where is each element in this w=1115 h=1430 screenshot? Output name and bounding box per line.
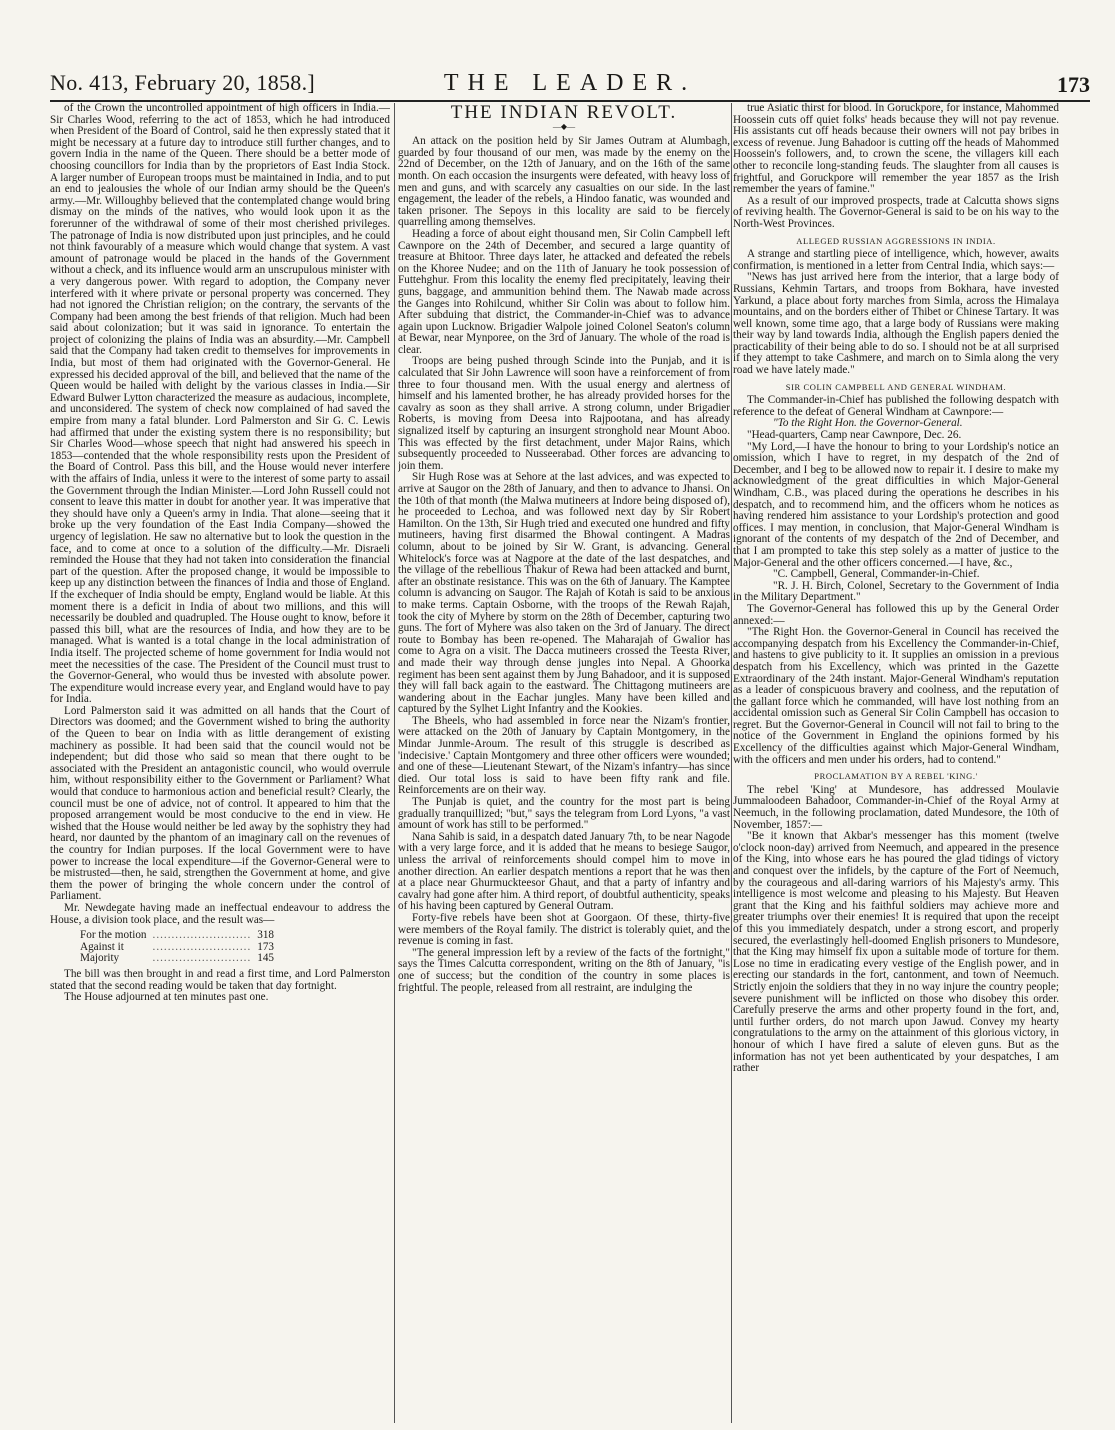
subheading-russian: ALLEGED RUSSIAN AGGRESSIONS IN INDIA. [796,235,996,246]
article-paragraph: As a result of our improved prospects, trade at Calcutta shows signs of reviving health. The Governor-General is said to be on his way to the North-West Provinces. [733,194,1059,230]
article-paragraph: Lord Palmerston said it was admitted on all hands that the Court of Directors was doomed; and the Government wished to bring the authority of the Queen to bear on India with as little derangement of existing machinery as possible. It had been said that the council would not be independent; but did those who said so mean that there ought to be associated with the President an antagonistic council, who would overrule him, without responsibility either to the Government or Parliament? What would that conduce to harmonious action and beneficial result? Clearly, the council must be one of advice, not of control. It appeared to him that the proposed arrangement would be most conducive to the end in view. He wished that the House would neither be led away by the sophistry they had heard, nor daunted by the phantom of an imaginary call on the revenues of the country for Indian purposes. If the local Government were to have power to increase the local expenditure—if the Governor-General were to be mistrusted—then, he said, strengthen the Government at home, and give them the power of bringing the whole concern under the control of Parliament. [50,704,390,903]
newspaper-title: THE LEADER. [443,70,697,96]
article-paragraph: Nana Sahib is said, in a despatch dated January 7th, to be near Nagode with a very large force, and it is added that he means to besiege Saugor, unless the arrival of reinforcements should compel him to move in another direction. An earlier despatch mentions a report that he was then at a place near Ghurmuckteesor Ghaut, and that a party of infantry and cavalry had gone after him. A third report, of doubtful authenticity, speaks of his having been captured by General Outram. [398,830,730,913]
dot-leader: .......................... [152,929,252,942]
article-paragraph: "News has just arrived here from the interior, that a large body of Russians, Kehmin Tartars, and troops from Bokhara, have invested Yarkund, a place about forty marches from Simla, across the Himalaya mountains, and on the borders either of Thibet or Chinese Tartary. It was well known, some time ago, that a large body of Russians were making their way by land towards India, although the English papers denied the practicability of their being able to do so. I should not be at all surprised if they attempt to take Cashmere, and march on to Simla along the very road we have lately made." [733,271,1059,377]
article-paragraph: of the Crown the uncontrolled appointment of high officers in India.—Sir Charles Wood, referring to the act of 1853, which he had introduced when President of the Board of Control, said he then expressly stated that it might be necessary at a future day to introduce still further changes, and to govern India in the name of the Queen. There should be a better mode of choosing councillors for India than by the proprietors of East India Stock. A larger number of European troops must be maintained in India, and to put an end to jealousies the whole of our Indian army should be the Queen's army.—Mr. Willoughby believed that the contemplated change would bring dismay on the minds of the natives, who would look upon it as the forerunner of the withdrawal of some of their most cherished privileges. The patronage of India is now distributed upon just principles, and he could not think favourably of a measure which would change that system. A vast amount of patronage would be placed in the hands of the Government without a check, and its influence would arm an unscrupulous minister with a very dangerous power. With regard to adoption, the Company never interfered with it where private or personal property was concerned. They had not ignored the Christian religion; on the contrary, the servants of the Company had been among the best friends of that religion. Much had been said about colonization; but it was said in ignorance. To entertain the project of colonizing the plains of India was an absurdity.—Mr. Campbell said that the Company had taken credit to themselves for improvements in India, but most of them had originated with the Governor-General. He expressed his decided approval of the bill, and believed that the name of the Queen would be hailed with delight by the various classes in India.—Sir Edward Bulwer Lytton characterized the measure as audacious, incomplete, and unconsidered. The system of check now complained of had saved the empire from many a fatal blunder. Lord Palmerston and Sir G. C. Lewis had affirmed that under the existing system there is no responsibility; but Sir Charles Wood—whose speech that night had answered his speech in 1853—contended that the whole responsibility rests upon the President of the Board of Control. Pass this bill, and the House would never interfere with the affairs of India, unless it were to the interest of some party to assail the Government through the Indian Minister.—Lord John Russell could not consent to leave this matter in doubt for another year. It was imperative that they should have only a Queen's army in India. That alone—seeing that it broke up the very foundation of the East India Company—showed the urgency of legislation. He saw no alternative but to look the question in the face, and to come at once to a solution of the difficulty.—Mr. Disraeli reminded the House that they had not taken into consideration the financial part of the question. After the proposed change, it would be impossible to keep up any distinction between the finances of India and those of England. If the exchequer of India should be empty, England would be liable. At this moment there is a deficit in India of about two millions, and this will necessarily be doubled and quadrupled. The House ought to know, before it passed this bill, what are the resources of India, and how they are to be managed. What is wanted is a total change in the local administration of India itself. The projected scheme of home government for India would not meet the necessities of the case. The President of the Council must trust to the Governor-General, who would thus be invested with absolute power. The expenditure would increase every year, and England would have to pay for India. [50,103,390,706]
column-two [398,103,730,1423]
article-paragraph: The rebel 'King' at Mundesore, has addressed Moulavie Jummaloodeen Bahadoor, Commander-in-Chief of the Royal Army at Neemuch, in the following proclamation, dated Mundesore, the 10th of November, 1857:— [733,783,1059,831]
article-paragraph: The Governor-General has followed this up by the General Order annexed:— [733,602,1059,627]
vote-value: 145 [257,952,275,965]
article-paragraph: "Be it known that Akbar's messenger has this moment (twelve o'clock noon-day) arrived from Neemuch, and appeared in the presence of the King, into whose ears he has poured the glad tidings of victory and conquest over the infidels, by the capture of the Fort of Neemuch, by the courageous and all-daring warriors of his Majesty's army. This intelligence is most welcome and pleasing to his Majesty. But Heaven grant that the King and his faithful soldiers may achieve more and greater triumphs over their enemies! It is required that upon the receipt of this you immediately despatch, under a strong escort, and properly secured, the everlastingly hell-doomed English prisoners to Mundesore, that the King may himself fix upon a suitable mode of torture for them. Lose no time in eradicating every vestige of the English power, and in erecting our standards in the fort, cantonment, and town of Neemuch. Strictly enjoin the soldiers that they in no way injure the country people; severe punishment will be inflicted on those who disobey this order. Carefully preserve the arms and other property found in the fort, and, until further orders, do not march upon Jawud. Convey my hearty congratulations to the army on the attainment of this glorious victory, in honour of which I have fired a salute of eleven guns. But as the information has not yet been authenticated by your despatches, I am rather [733,830,1059,1075]
article-paragraph: "The Right Hon. the Governor-General in Council has received the accompanying despatch from his Excellency the Commander-in-Chief, and hastens to give publicity to it. It supplies an omission in a previous despatch from his Excellency, which was printed in the Gazette Extraordinary of the 24th instant. Major-General Windham's reputation as a leader of conspicuous bravery and coolness, and the reputation of the gallant force which he commanded, will have lost nothing from an accidental omission such as General Sir Colin Campbell has occasion to regret. But the Governor-General in Council will not fail to bring to the notice of the Government in England the opinions formed by his Excellency of the difficulties against which Major-General Windham, with the officers and men under his orders, had to contend." [733,626,1059,766]
subheading-proclamation: PROCLAMATION BY A REBEL 'KING.' [814,771,978,782]
page-number: 173 [1057,72,1090,97]
article-paragraph: An attack on the position held by Sir James Outram at Alumbagh, guarded by four thousand of our men, was made by the enemy on the 22nd of December, on the 12th of January, and on the 16th of the same month. On each occasion the insurgents were defeated, with heavy loss of men and guns, and with scarcely any casualties on our side. In the last engagement, the leader of the rebels, a Hindoo fanatic, was wounded and taken prisoner. The Sepoys in this locality are said to be fiercely quarrelling among themselves. [398,135,730,229]
article-paragraph: The bill was then brought in and read a first time, and Lord Palmerston stated that the second reading would be taken that day fortnight. [50,967,390,992]
section-title: THE INDIAN REVOLT. [450,103,678,123]
article-paragraph: "My Lord,—I have the honour to bring to your Lordship's notice an omission, which I have to regret, in my despatch of the 2nd of December, and I beg to be allowed now to repair it. I desire to make my acknowledgment of the great difficulties in which Major-General Windham, C.B., was placed during the operations he describes in his despatch, and to recommend him, and the officers whom he notices as having rendered him assistance to your Lordship's protection and good offices. I may mention, in conclusion, that Major-General Windham is ignorant of the contents of my despatch of the 2nd of December, and that I am prompted to take this step solely as a matter of justice to the Major-General and the other officers concerned.—I have, &c., [733,440,1059,569]
vote-label: Against it [80,940,124,953]
article-paragraph: "Head-quarters, Camp near Cawnpore, Dec. 26. [747,429,962,442]
article-paragraph: The House adjourned at ten minutes past one. [64,991,269,1004]
vote-row [80,953,280,965]
article-paragraph: The Commander-in-Chief has published the following despatch with reference to the defeat of General Windham at Cawnpore:— [733,394,1059,418]
article-paragraph: "The general impression left by a review of the facts of the fortnight," says the Times Calcutta correspondent, writing on the 8th of January, "is one of success; but the condition of the country in some places is frightful. The people, released from all restraint, are indulging the [398,946,730,994]
article-paragraph: Mr. Newdegate having made an ineffectual endeavour to address the House, a division took place, and the result was— [50,901,390,926]
dot-leader: .......................... [152,940,252,953]
signature-line: "R. J. H. Birch, Colonel, Secretary to the Government of India in the Military Department." [733,579,1059,604]
column-rule [731,103,732,1423]
article-paragraph: A strange and startling piece of intelligence, which, however, awaits confirmation, is mentioned in a letter from Central India, which says:— [733,248,1059,272]
dot-leader: .......................... [152,952,252,965]
signature-line: "C. Campbell, General, Commander-in-Chief. [773,568,980,581]
article-paragraph: The Bheels, who had assembled in force near the Nizam's frontier, were attacked on the 20th of January by Captain Montgomery, in the Mindar Junmle-Aroum. The result of this struggle is described as 'indecisive.' Captain Montgomery and three other officers were wounded; and one of these—Lieutenant Stewart, of the Nizam's infantry—has since died. Our total loss is said to have been fifty rank and file. Reinforcements are on their way. [398,714,730,797]
article-paragraph: Forty-five rebels have been shot at Goorgaon. Of these, thirty-five were members of the Royal family. The district is tolerably quiet, and the revenue is coming in fast. [398,911,730,948]
article-paragraph: Troops are being pushed through Scinde into the Punjab, and it is calculated that Sir John Lawrence will soon have a reinforcement of from three to four thousand men. With the usual energy and alertness of himself and his lamented brother, he has already provided horses for the cavalry as soon as they shall arrive. A strong column, under Brigadier Roberts, is moving from Deesa into Rajpootana, and has already signalized itself by capturing an insurgent stronghold near Mount Aboo. This was effected by the first detachment, under Major Rains, which subsequently proceeded to Nusseerabad. Other forces are advancing to join them. [398,355,730,472]
vote-value: 173 [257,940,275,953]
article-paragraph: The Punjab is quiet, and the country for the most part is being gradually tranquillized; "but," says the telegram from Lord Lyons, "a vast amount of work has still to be performed." [398,796,730,832]
masthead [50,66,1090,102]
title-ornament: —◆— [552,121,576,131]
vote-row [80,930,280,942]
column-three [733,103,1059,1423]
vote-label: Majority [80,952,120,965]
article-paragraph: Heading a force of about eight thousand men, Sir Colin Campbell left Cawnpore on the 24th of December, and secured a large quantity of treasure at Bhitoor. Three days later, he attacked and defeated the rebels on the Khoree Nudee; and on the 11th of January he took possession of Futtehghur. From this locality the enemy fled precipitately, leaving their guns, baggage, and ammunition behind them. The Nawab made across the Ganges into Rohilcund, whither Sir Colin was about to follow him. After subduing that district, the Commander-in-Chief was to advance again upon Lucknow. Brigadier Walpole joined Colonel Seaton's column at Bewar, near Mynporee, on the 3rd of January. The whole of the road is clear. [398,227,730,356]
column-rule [394,103,395,1423]
vote-value: 318 [257,929,275,942]
subheading-windham: SIR COLIN CAMPBELL AND GENERAL WINDHAM. [785,381,1007,392]
article-paragraph: true Asiatic thirst for blood. In Goruckpore, for instance, Mahommed Hoossein cuts off quiet folks' heads because they will not pay revenue. His assistants cut off heads because their owners will not pay bribes in excess of revenue. Jung Bahadoor is cutting off the heads of Mahommed Hoossein's followers, and, to crown the scene, the villagers kill each other to reconcile long-standing feuds. The slaughter from all causes is frightful, and Goruckpore will remember the year 1857 as the Irish remember the years of famine." [733,103,1059,196]
issue-line: No. 413, February 20, 1858.] [50,70,316,95]
division-result-table [80,930,280,965]
despatch-salutation: "To the Right Hon. the Governor-General. [773,417,963,430]
vote-label: For the motion [80,929,147,942]
column-one [50,103,390,1423]
article-paragraph: Sir Hugh Rose was at Sehore at the last advices, and was expected to arrive at Saugor on the 28th of January, and then to advance to Jhansi. On the 10th of that month (the Malwa mutineers at Indore being disposed of), he proceeded to Lechoa, and was followed next day by Sir Robert Hamilton. On the 13th, Sir Hugh tried and executed one hundred and fifty mutineers, having first disarmed the Bhowal contingent. A Madras column, about to be joined by Sir W. Grant, is advancing. General Whitelock's force was at Nagpore at the date of the last despatches, and the village of the rebellious Thakur of Rewa had been attacked and burnt, after an obstinate resistance. This was on the 6th of January. The Kamptee column is advancing on Saugor. The Rajah of Kotah is said to be anxious to make terms. Captain Osborne, with the troops of the Rewah Rajah, took the city of Myhere by storm on the 28th of December, capturing two guns. The fort of Myhere was also taken on the 3rd of January. The direct route to Bombay has been re-opened. The Maharajah of Gwalior has come to Agra on a visit. The Dacca mutineers crossed the Teesta River, and made their way through dense jungles into Nepal. A Ghoorka regiment has been sent against them by Jung Bahadoor, and it is supposed they will fall back again to the eastward. The Chittagong mutineers are wandering about in the Eachar jungles. Many have been killed and captured by the Sylhet Light Infantry and the Kookies. [398,471,730,716]
